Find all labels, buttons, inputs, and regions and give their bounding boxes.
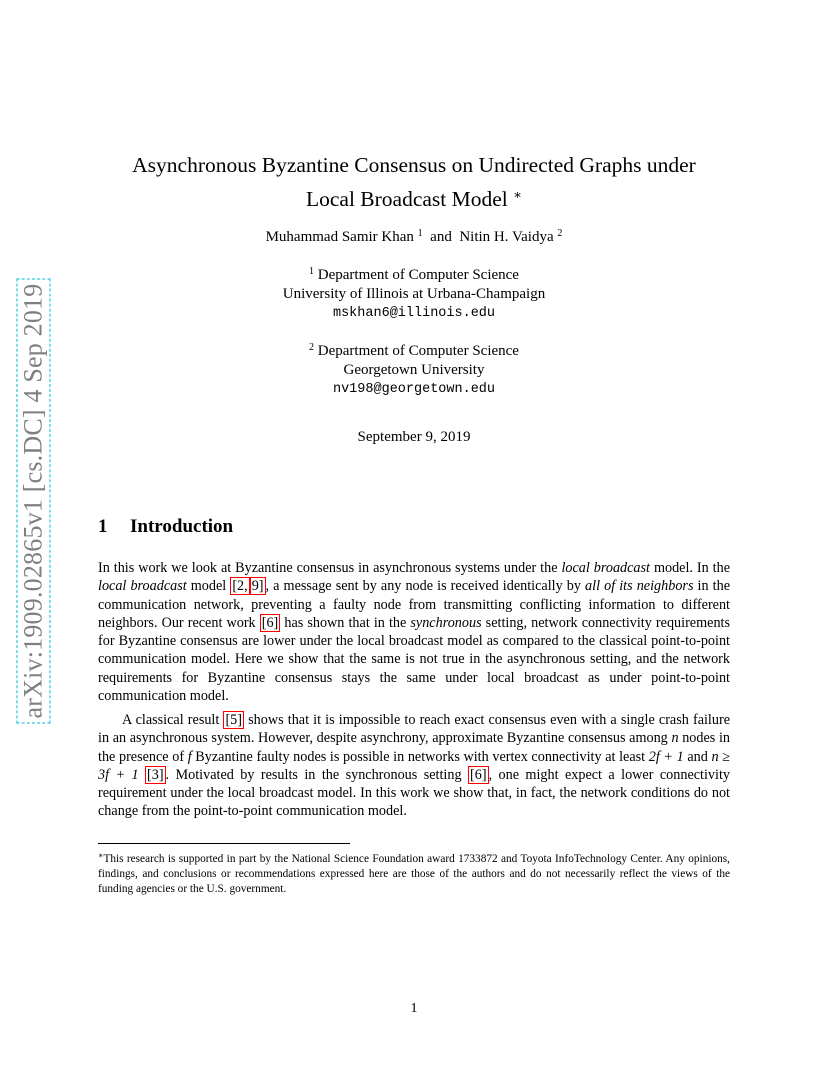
footnote bbox=[98, 848, 730, 897]
text-run: Byzantine faulty nodes is possible in networks with vertex connectivity at least bbox=[191, 748, 649, 765]
arxiv-identifier[interactable]: arXiv:1909.02865v1 [cs.DC] 4 Sep 2019 bbox=[16, 279, 50, 724]
page-number: 1 bbox=[410, 1001, 418, 1016]
paper-date: September 9, 2019 bbox=[357, 429, 471, 445]
affiliation-dept bbox=[98, 338, 730, 361]
emphasis: local broadcast bbox=[98, 578, 187, 595]
affiliation-sup: 1 bbox=[309, 266, 315, 277]
footnote-text: This research is supported in part by the National Science Foundation award 1733872 and Toyota InfoTechnology Center. Any opinions, findings, and conclusions or recommendations expressed here are those of the authors and do not necessarily reflect the views of the funding agencies or the U.S. government. bbox=[98, 853, 730, 895]
text-run: has shown that in the bbox=[280, 614, 411, 631]
affiliation-university: Georgetown University bbox=[343, 362, 485, 378]
section-heading bbox=[98, 516, 233, 538]
paragraph-1 bbox=[98, 559, 730, 705]
title-footnote-marker[interactable]: ∗ bbox=[513, 187, 522, 202]
title-line-2-text: Local Broadcast Model bbox=[305, 187, 508, 211]
affiliation-dept-text: Department of Computer Science bbox=[317, 267, 519, 283]
paragraph-2 bbox=[98, 711, 730, 821]
text-run: model. In the bbox=[650, 560, 730, 576]
emphasis: synchronous bbox=[410, 614, 482, 631]
affiliation-university: University of Illinois at Urbana-Champaign bbox=[282, 286, 546, 302]
affiliation-sup: 2 bbox=[309, 342, 315, 353]
paper-title bbox=[98, 150, 730, 214]
arxiv-stamp[interactable] bbox=[14, 266, 52, 736]
author-sup: 1 bbox=[417, 228, 423, 239]
author-name: Nitin H. Vaidya bbox=[459, 229, 554, 245]
text-run: in the communication network, preventing a faulty node from transmitting conflicting information to different neighbors. Our recent work bbox=[98, 578, 731, 631]
affiliation-email: mskhan6@illinois.edu bbox=[332, 306, 496, 321]
footnote-marker: ∗ bbox=[98, 851, 104, 860]
author-name: Muhammad Samir Khan bbox=[265, 229, 414, 245]
citation-link[interactable]: [6] bbox=[261, 614, 279, 631]
citation-link[interactable]: [6] bbox=[470, 766, 487, 783]
text-run: and bbox=[683, 748, 712, 765]
citation-link[interactable]: [2, bbox=[232, 578, 248, 595]
section-number: 1 bbox=[98, 516, 108, 537]
footnote-divider bbox=[98, 843, 350, 844]
title-line-2 bbox=[98, 180, 730, 214]
text-run: setting, network connectivity requirements for Byzantine consensus are lower under the local broadcast model as compared to the classical point-to-point communication model. Here we show that the same is not true in the asynchronous setting, and the network requirements for Byzantine consensus stays the same under local broadcast as under point-to-point communication model. bbox=[98, 614, 730, 705]
emphasis: all of its neighbors bbox=[585, 578, 694, 595]
affiliation-1 bbox=[98, 262, 730, 323]
math-expression: 2f + 1 bbox=[648, 748, 684, 765]
math-var: f bbox=[187, 748, 192, 765]
citation-link[interactable]: [5] bbox=[225, 712, 242, 728]
author-sup: 2 bbox=[557, 228, 563, 239]
section-title-text: Introduction bbox=[130, 516, 234, 537]
math-var: n bbox=[671, 730, 679, 747]
text-run: , a message sent by any node is received identically by bbox=[265, 578, 586, 595]
text-run: , one might expect a lower connectivity requirement under the local broadcast model. In this work we show that, in fact, the network conditions do not change from the point-to-point communication model. bbox=[98, 766, 731, 820]
emphasis: local broadcast bbox=[561, 560, 650, 576]
text-run: . Motivated by results in the synchronous setting bbox=[165, 766, 468, 783]
text-run: shows that it is impossible to reach exact consensus even with a single crash failure in an asynchronous system. However, despite asynchrony, approximate Byzantine consensus among bbox=[98, 712, 730, 747]
citation-link[interactable]: 9] bbox=[251, 578, 264, 595]
text-run: nodes in the presence of bbox=[98, 730, 731, 765]
affiliation-2 bbox=[98, 338, 730, 399]
math-expression: n ≥ 3f + 1 bbox=[98, 748, 730, 783]
author-conjunction: and bbox=[430, 229, 452, 245]
title-line-1: Asynchronous Byzantine Consensus on Undirected Graphs under bbox=[132, 153, 696, 177]
author-list bbox=[98, 228, 730, 246]
text-run: In this work we look at Byzantine consensus in asynchronous systems under the bbox=[98, 560, 562, 576]
text-run: model bbox=[186, 578, 231, 595]
affiliation-email: nv198@georgetown.edu bbox=[332, 382, 496, 397]
affiliation-dept bbox=[98, 262, 730, 285]
affiliation-dept-text: Department of Computer Science bbox=[317, 343, 519, 359]
text-run: A classical result bbox=[122, 712, 224, 728]
citation-link[interactable]: [3] bbox=[147, 766, 164, 783]
